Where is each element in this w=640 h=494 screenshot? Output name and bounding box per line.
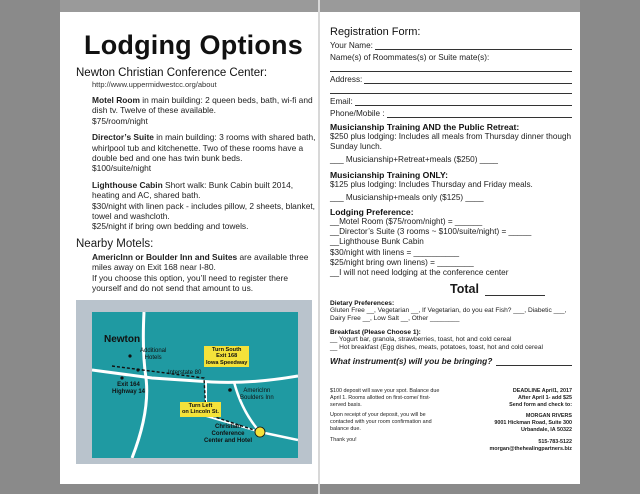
lodge-price: $100/suite/night	[92, 163, 152, 174]
phone-field[interactable]: Phone/Mobile :	[330, 108, 572, 118]
training-only-text: $125 plus lodging: Includes Thursday and Friday meals.	[330, 179, 533, 189]
email-field[interactable]: Email:	[330, 96, 572, 106]
nearby-motel-desc: are available three miles away on Exit 168 near I-80. If you choose this option, you’ll need to register there yourself and do not send that amount to us.	[92, 251, 309, 294]
training-public-heading: Musicianship Training AND the Public Retreat:	[330, 122, 520, 132]
total-field[interactable]: Total	[450, 282, 572, 296]
contact-email[interactable]: morgan@thehealingpartners.biz	[489, 445, 572, 452]
lodging-preference-heading: Lodging Preference:	[330, 207, 414, 218]
street-address: 9001 Hickman Road, Suite 300	[494, 420, 572, 427]
lodging-option-linens[interactable]: $30/night with linens = __________	[330, 247, 460, 257]
lodge-desc: in main building: 3 rooms with shared bath, whirlpool tub and kitchenette. Two of these rooms have a double bed and one has twin bunk beds.	[92, 132, 316, 164]
city-address: Urbandale, IA 50322	[520, 426, 572, 433]
deposit-text: $100 deposit will save your spot. Balance due April 1. Rooms allotted on first-come/ first-served basis.	[330, 388, 440, 408]
lodging-content	[76, 30, 316, 294]
lodge-directors-suite	[92, 132, 316, 174]
registration-page	[320, 0, 640, 494]
left-top-bar	[60, 0, 320, 12]
lodging-option-cabin[interactable]: __Lighthouse Bunk Cabin	[330, 237, 424, 247]
breakfast-heading: Breakfast (Please Choose 1):	[330, 329, 421, 337]
lodging-option-motel[interactable]: __Motel Room ($75/room/night) = ______	[330, 217, 483, 227]
late-fee-text: After April 1- add $25	[517, 394, 572, 401]
lodge-price: $30/night with linen pack - includes pillow, 2 sheets, blanket, towel and washcloth. $25/night if bring own bedding and towels.	[92, 200, 315, 232]
lodge-desc: in main building: 2 queen beds, bath, wi-fi and dish tv. Twelve of these available.	[92, 95, 313, 116]
instrument-question[interactable]: What instrument(s) will you be bringing?	[330, 356, 572, 366]
lodging-option-own-linens[interactable]: $25/night bring own linens) = ________	[330, 257, 474, 267]
callout-turn-left: Turn Left on Lincoln St.	[182, 403, 219, 416]
lodge-desc: Short walk: Bunk Cabin built 2014, heating and AC, shared bath.	[92, 179, 294, 201]
page-title: Lodging Options	[84, 30, 303, 60]
lodge-price: $75/room/night	[92, 115, 148, 126]
breakfast-options[interactable]: __ Yogurt bar, granola, strawberries, toast, hot and cold cereal __ Hot breakfast (Egg dishes, meats, potatoes, toast, hot and cold cereal	[330, 336, 543, 352]
lodge-motel	[92, 95, 316, 126]
contact-phone: 515-783-5122	[538, 438, 572, 445]
address-field[interactable]: Address:	[330, 74, 572, 84]
nearby-motels-heading: Nearby Motels:	[76, 237, 154, 250]
lodging-option-none[interactable]: __I will not need lodging at the conference center	[330, 268, 509, 278]
map-americinn: AmericInn Boulders Inn	[240, 388, 274, 401]
conference-url[interactable]: http://www.uppermidwestcc.org/about	[92, 80, 217, 89]
training-only-checkbox[interactable]: ___ Musicianship+meals only ($125) ____	[330, 192, 484, 202]
right-top-bar	[320, 0, 580, 12]
lodging-option-suite[interactable]: __Director’s Suite (3 rooms ~ $100/suite/night) = _____	[330, 227, 532, 237]
map-interstate-label: Interstate 80	[168, 370, 202, 376]
map-additional-hotels: Additional Hotels	[140, 348, 167, 361]
map-christian-center: Christian Conference Center and Hotel	[204, 424, 253, 444]
dietary-options[interactable]: Gluten Free __, Vegetarian __, If Vegetarian, do you eat Fish? ___, Diabetic ___, Dairy Free __, Low Salt __, Other ________	[330, 307, 567, 323]
registration-form	[330, 26, 572, 366]
destination-marker	[255, 427, 265, 437]
your-name-field[interactable]: Your Name:	[330, 40, 572, 50]
training-public-text: $250 plus lodging: Includes all meals from Thursday dinner though Sunday lunch.	[330, 132, 572, 152]
map-exit-164: Exit 164 Highway 14	[112, 382, 146, 395]
lodge-name: Director’s Suite	[92, 132, 154, 143]
deadline-text: DEADLINE April1, 2017	[512, 388, 572, 394]
right-margin-bar	[580, 0, 640, 494]
registration-footer	[330, 388, 572, 478]
deposit-info	[330, 388, 440, 448]
map-town-label: Newton	[104, 334, 141, 345]
address-line-2[interactable]	[330, 84, 572, 94]
right-bottom-bar	[320, 484, 580, 494]
confirmation-text: Upon receipt of your deposit, you will be contacted with your room confirmation and balance due.	[330, 412, 432, 432]
conference-center-heading: Newton Christian Conference Center:	[76, 67, 268, 79]
thank-you-text: Thank you!	[330, 436, 357, 443]
send-to-text: Send form and check to:	[509, 401, 572, 408]
left-margin-bar	[0, 0, 60, 494]
mailing-info	[452, 388, 572, 452]
nearby-motel-name: AmericInn or Boulder Inn and Suites	[92, 251, 238, 262]
org-name: MORGAN RIVERS	[525, 413, 572, 420]
left-bottom-bar	[60, 484, 320, 494]
dietary-heading: Dietary Preferences:	[330, 300, 395, 308]
lodge-name: Lighthouse Cabin	[92, 179, 163, 190]
roommates-line[interactable]	[330, 62, 572, 72]
map-frame	[76, 300, 312, 464]
lodge-name: Motel Room	[92, 95, 140, 105]
training-only-heading: Musicianship Training ONLY:	[330, 169, 448, 180]
lodge-lighthouse-cabin	[92, 180, 316, 232]
roommates-field[interactable]: Name(s) of Roommates(s) or Suite mate(s):	[330, 53, 490, 62]
nearby-motels-text	[92, 252, 316, 294]
registration-title: Registration Form:	[330, 26, 421, 38]
callout-turn-south: Turn South Exit 168 Iowa Speedway	[206, 347, 248, 366]
training-public-checkbox[interactable]: ___ Musicianship+Retreat+meals ($250) ____	[330, 155, 498, 165]
directions-map	[92, 312, 298, 458]
